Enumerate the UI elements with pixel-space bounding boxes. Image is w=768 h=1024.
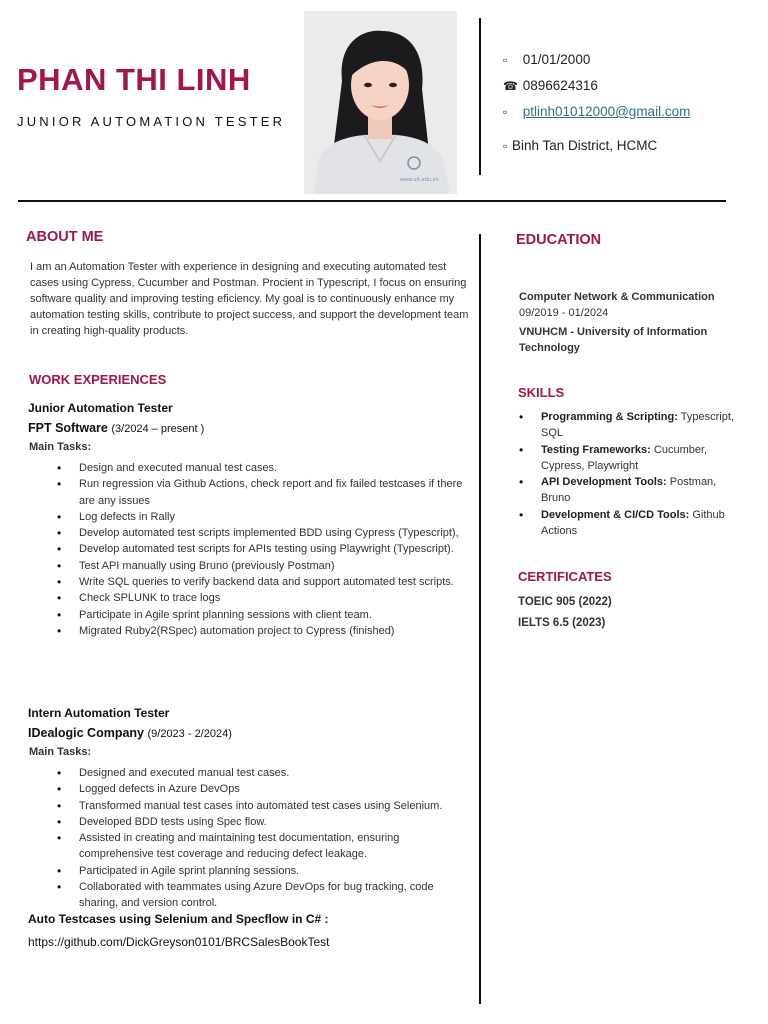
project-label: Auto Testcases using Selenium and Specflow in C# : — [28, 912, 329, 926]
job-dates: (3/2024 – present ) — [111, 423, 205, 435]
email-link[interactable]: ptlinh01012000@gmail.com — [522, 104, 691, 119]
about-text: I am an Automation Tester with experience in designing and executing automated test cases using Cypress, Cucumber and Postman. Procient in Typescript, I focus on ensuring software quality and improving testing eficiency. My goal is to continuously enhance my automation testing skills, contribute to project success, and support the development team in creating high-quality products. — [30, 261, 469, 337]
list-item: • Logged defects in Azure DevOps — [57, 781, 467, 797]
job-title: JUNIOR AUTOMATION TESTER — [17, 114, 286, 129]
list-item: • Participated in Agile sprint planning sessions. — [57, 863, 467, 879]
skill-value: Typescript, SQL — [541, 411, 734, 440]
education-degree: Computer Network & Communication — [519, 291, 715, 303]
profile-photo — [304, 11, 457, 194]
company-name: FPT Software — [28, 421, 108, 435]
education-dates: 09/2019 - 01/2024 — [519, 307, 609, 319]
email-icon: ▫ — [503, 105, 508, 119]
column-divider — [479, 234, 481, 1004]
skill-label: API Development Tools: — [541, 476, 667, 489]
list-item — [519, 507, 744, 540]
header-divider-vertical — [479, 18, 481, 175]
list-item: • Transformed manual test cases into automated test cases using Selenium. — [57, 798, 467, 814]
location-icon: ▫ — [503, 139, 508, 153]
tasks-label: Main Tasks: — [29, 746, 92, 758]
list-item: • Developed BDD tests using Spec flow. — [57, 814, 467, 830]
job-tasks-list — [57, 765, 467, 912]
list-item: • Participate in Agile sprint planning sessions with client team. — [57, 607, 467, 623]
list-item: • Run regression via Github Actions, check report and fix failed testcases if there are any issues — [57, 476, 467, 509]
list-item: • Log defects in Rally — [57, 509, 467, 525]
list-item: • Migrated Ruby2(RSpec) automation project to Cypress (finished) — [57, 623, 467, 639]
list-item — [519, 409, 744, 442]
certificate-item: IELTS 6.5 (2023) — [518, 617, 606, 629]
skill-label: Development & CI/CD Tools: — [541, 508, 690, 521]
education-heading: EDUCATION — [516, 232, 602, 248]
list-item — [519, 442, 744, 475]
education-school: VNUHCM - University of Information Technology — [519, 326, 708, 354]
calendar-icon: ▫ — [503, 53, 508, 67]
work-heading: WORK EXPERIENCES — [29, 372, 167, 387]
list-item — [519, 474, 744, 507]
skill-value: Postman, Bruno — [541, 476, 717, 505]
list-item: • Write SQL queries to verify backend data and support automated test scripts. — [57, 574, 467, 590]
candidate-name: PHAN THI LINH — [17, 62, 251, 97]
contact-email — [503, 104, 690, 119]
contact-address: ▫ Binh Tan District, HCMC — [503, 138, 658, 153]
skills-heading: SKILLS — [518, 385, 565, 400]
list-item: • Develop automated test scripts for APIs testing using Playwright (Typescript). — [57, 541, 467, 557]
skill-value: Cucumber, Cypress, Playwright — [541, 443, 708, 472]
phone-icon: ☎ — [503, 79, 518, 93]
job-company — [28, 726, 232, 740]
about-heading: ABOUT ME — [26, 229, 104, 245]
list-item: • Develop automated test scripts implemented BDD using Cypress (Typescript), — [57, 525, 467, 541]
certificate-item: TOEIC 905 (2022) — [518, 596, 612, 608]
contact-phone: ☎ 0896624316 — [503, 78, 598, 93]
header-divider-horizontal — [18, 200, 726, 202]
skill-value: Github Actions — [541, 508, 725, 538]
list-item: • Check SPLUNK to trace logs — [57, 590, 467, 606]
job-role: Junior Automation Tester — [28, 401, 173, 415]
job-role: Intern Automation Tester — [28, 706, 170, 720]
project-link[interactable]: https://github.com/DickGreyson0101/BRCSalesBookTest — [28, 935, 330, 949]
list-item: • Test API manually using Bruno (previously Postman) — [57, 558, 467, 574]
job-company — [28, 421, 204, 435]
job-dates: (9/2023 - 2/2024) — [147, 728, 232, 740]
job-tasks-list — [57, 460, 467, 639]
list-item: • Collaborated with teammates using Azure DevOps for bug tracking, code sharing, and version control. — [57, 879, 467, 912]
svg-text:www.uit.edu.vn: www.uit.edu.vn — [400, 177, 439, 183]
list-item: • Assisted in creating and maintaining test documentation, ensuring comprehensive test coverage and reducing defect leakage. — [57, 830, 467, 863]
list-item: • Design and executed manual test cases. — [57, 460, 467, 476]
skill-label: Testing Frameworks: — [541, 443, 651, 456]
skills-list — [519, 409, 744, 539]
tasks-label: Main Tasks: — [29, 441, 92, 453]
certificates-heading: CERTIFICATES — [518, 569, 612, 584]
contact-birthday: ▫ 01/01/2000 — [503, 52, 591, 67]
company-name: IDealogic Company — [28, 726, 144, 740]
list-item: • Designed and executed manual test cases. — [57, 765, 467, 781]
skill-label: Programming & Scripting: — [541, 411, 678, 423]
